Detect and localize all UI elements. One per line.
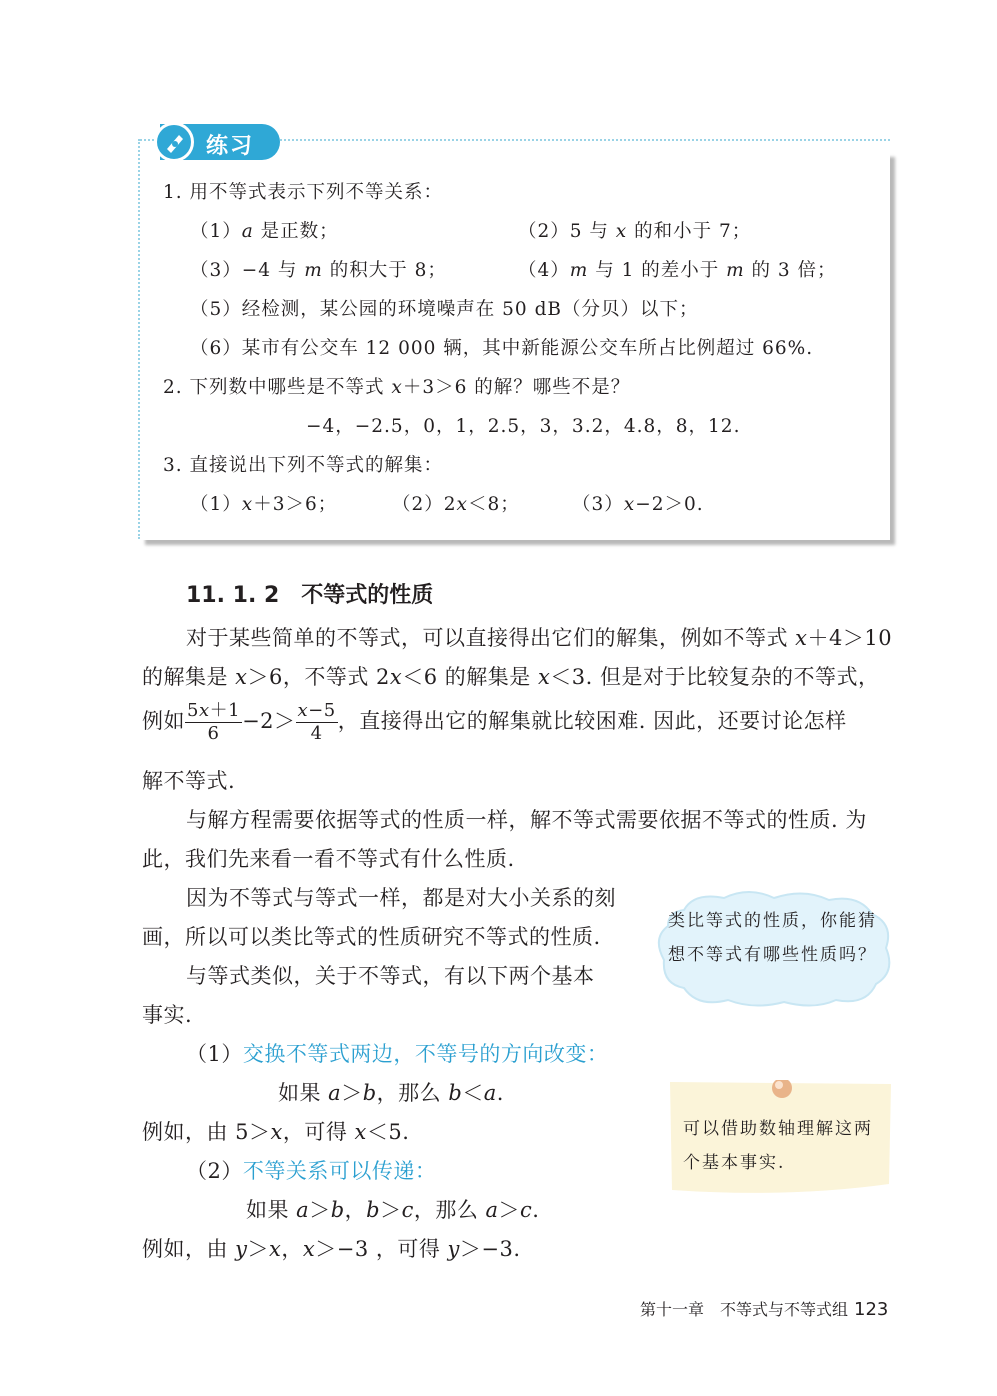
chapter-title: 第十一章 不等式与不等式组 [640,1300,849,1319]
question-1-2: （2）5 与 𝑥 的和小于 7； [518,221,752,242]
question-3-1: （1）𝑥＋3＞6； [190,494,338,515]
pencil-icon [154,122,194,162]
page-number: 123 [854,1299,889,1320]
para4-line2: 事实. [142,1003,193,1027]
para2-line2: 此，我们先来看一看不等式有什么性质. [142,847,515,871]
fact-1-text: 交换不等式两边，不等号的方向改变： [242,1042,609,1066]
para1-line3-prefix: 例如 [142,709,185,733]
fraction-1-numerator: 5𝑥＋1 [187,700,241,721]
question-3: 3. 直接说出下列不等式的解集： [163,455,444,476]
fact-2-formula: 如果 𝑎＞𝑏，𝑏＞𝑐，那么 𝑎＞𝑐. [246,1198,540,1222]
para3-line1: 因为不等式与等式一样，都是对大小关系的刻 [186,886,616,910]
section-number: 11. 1. 2 [186,583,280,608]
section-heading [186,578,433,609]
fact-2 [186,1155,436,1185]
question-1-4: （4）𝑚 与 1 的差小于 𝑚 的 3 倍； [518,260,837,281]
question-3-2: （2）2𝑥＜8； [392,494,520,515]
section-title: 不等式的性质 [301,583,434,608]
para1-line2: 的解集是 𝑥＞6，不等式 2𝑥＜6 的解集是 𝑥＜3. 但是对于比较复杂的不等式， [142,665,880,689]
fact-1 [186,1038,608,1068]
para4-line1: 与等式类似，关于不等式，有以下两个基本 [186,964,595,988]
question-1: 1. 用不等式表示下列不等关系： [163,182,444,203]
para1-line4: 解不等式. [142,769,236,793]
fact-2-text: 不等关系可以传递： [242,1159,437,1183]
question-2: 2. 下列数中哪些是不等式 𝑥＋3＞6 的解？哪些不是？ [163,377,631,398]
sticky-note-text: 可以借助数轴理解这两个基本事实. [683,1119,873,1173]
question-1-5: （5）经检测，某公园的环境噪声在 50 dB（分贝）以下； [190,299,699,320]
para1-line3-middle: −2＞ [242,709,296,733]
para2-line1: 与解方程需要依据等式的性质一样，解不等式需要依据不等式的性质. 为 [186,808,867,832]
fact-1-formula: 如果 𝑎＞𝑏，那么 𝑏＜𝑎. [278,1081,504,1105]
para1-line3 [142,700,847,745]
fraction-2 [296,700,338,745]
para1-line3-suffix: ，直接得出它的解集就比较困难. 因此，还要讨论怎样 [337,709,847,733]
question-3-3: （3）𝑥−2＞0. [572,494,704,515]
practice-tab [160,124,280,160]
question-2-numbers: −4，−2.5，0，1，2.5，3，3.2，4.8，8，12. [306,416,741,437]
fraction-1 [185,700,242,745]
fact-2-example: 例如，由 𝑦＞𝑥，𝑥＞−3 ，可得 𝑦＞−3. [142,1237,521,1261]
fact-1-label: （1） [186,1042,243,1066]
practice-title: 练习 [206,134,255,159]
fact-2-label: （2） [186,1159,243,1183]
question-1-1: （1）𝑎 是正数； [190,221,339,242]
fraction-2-denominator: 4 [310,723,323,744]
para3-line2: 画，所以可以类比等式的性质研究不等式的性质. [142,925,601,949]
question-1-3: （3）−4 与 𝑚 的积大于 8； [190,260,447,281]
fraction-2-numerator: 𝑥−5 [297,700,336,721]
fact-1-example: 例如，由 5＞𝑥，可得 𝑥＜5. [142,1120,410,1144]
fraction-1-denominator: 6 [207,723,220,744]
para1-line1: 对于某些简单的不等式，可以直接得出它们的解集，例如不等式 𝑥＋4＞10 [186,626,893,650]
page-footer [640,1297,888,1320]
cloud-note-text: 类比等式的性质，你能猜想不等式有哪些性质吗？ [668,911,877,965]
question-1-6: （6）某市有公交车 12 000 辆，其中新能源公交车所占比例超过 66%. [190,338,814,359]
